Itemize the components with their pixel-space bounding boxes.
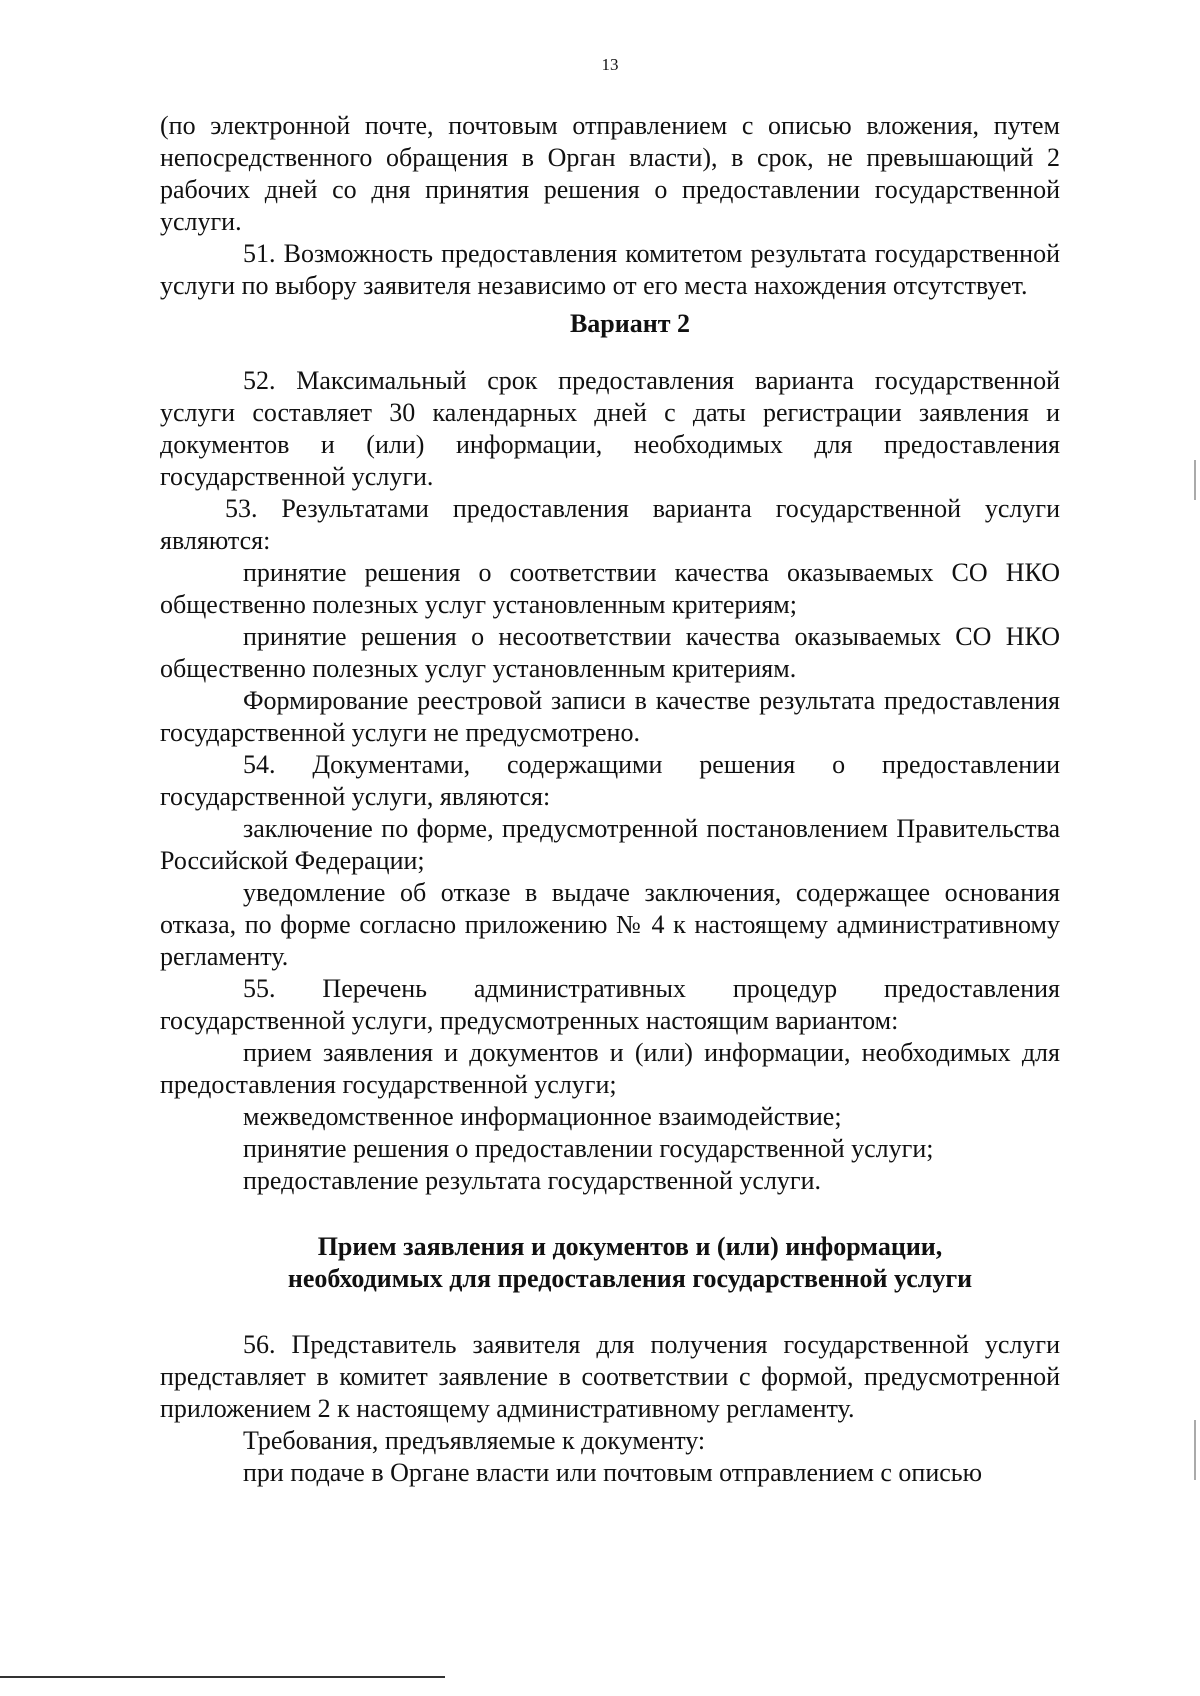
variant-heading: Вариант 2 xyxy=(569,309,691,338)
paragraph-53-item-b: принятие решения о несоответствии качества оказываемых СО НКО общественно полезных услуг установленным критериям. xyxy=(160,622,1060,683)
paragraph-52: 52. Максимальный срок предоставления варианта государственной услуги составляет 30 календарных дней с даты регистрации заявления и документов и (или) информации, необходимых для предоставления государственной услуги. xyxy=(160,366,1060,491)
paragraph-54: 54. Документами, содержащими решения о предоставлении государственной услуги, являются: xyxy=(160,750,1060,811)
scan-edge-mark xyxy=(1194,460,1196,500)
paragraph-56-requirements: Требования, предъявляемые к документу: xyxy=(243,1426,706,1455)
paragraph-continuation: (по электронной почте, почтовым отправлением с описью вложения, путем непосредственного обращения в Орган власти), в срок, не превышающий 2 рабочих дней со дня принятия решения о предоставлении государственной услуги. xyxy=(160,111,1060,236)
paragraph-53-note: Формирование реестровой записи в качестве результата предоставления государственной услуги не предусмотрено. xyxy=(160,686,1060,747)
section-heading-line-2: необходимых для предоставления государственной услуги xyxy=(287,1264,973,1293)
paragraph-54-item-a: заключение по форме, предусмотренной постановлением Правительства Российской Федерации; xyxy=(160,814,1060,875)
paragraph-55-item-c: принятие решения о предоставлении государственной услуги; xyxy=(243,1134,934,1163)
paragraph-51: 51. Возможность предоставления комитетом результата государственной услуги по выбору заявителя независимо от его места нахождения отсутствует. xyxy=(160,239,1060,300)
paragraph-53-item-a: принятие решения о соответствии качества оказываемых СО НКО общественно полезных услуг установленным критериям; xyxy=(160,558,1060,619)
scan-edge-mark xyxy=(1194,1420,1196,1480)
paragraph-56-submission: при подаче в Органе власти или почтовым отправлением с описью xyxy=(243,1458,983,1487)
paragraph-55: 55. Перечень административных процедур предоставления государственной услуги, предусмотренных настоящим вариантом: xyxy=(160,974,1060,1035)
document-body xyxy=(160,110,1060,1489)
paragraph-53: 53. Результатами предоставления варианта государственной услуги являются: xyxy=(160,494,1060,555)
section-heading xyxy=(160,1231,1060,1295)
paragraph-55-item-b: межведомственное информационное взаимодействие; xyxy=(243,1102,842,1131)
paragraph-55-item-d: предоставление результата государственной услуги. xyxy=(243,1166,822,1195)
paragraph-55-item-a: прием заявления и документов и (или) информации, необходимых для предоставления государственной услуги; xyxy=(160,1038,1060,1099)
scan-bottom-rule xyxy=(0,1676,445,1678)
paragraph-54-item-b: уведомление об отказе в выдаче заключения, содержащее основания отказа, по форме согласно приложению № 4 к настоящему административному регламенту. xyxy=(160,878,1060,971)
section-heading-line-1: Прием заявления и документов и (или) информации, xyxy=(317,1232,943,1261)
page-number: 13 xyxy=(601,55,619,74)
paragraph-56: 56. Представитель заявителя для получения государственной услуги представляет в комитет заявление в соответствии с формой, предусмотренной приложением 2 к настоящему административному регламенту. xyxy=(160,1330,1060,1423)
